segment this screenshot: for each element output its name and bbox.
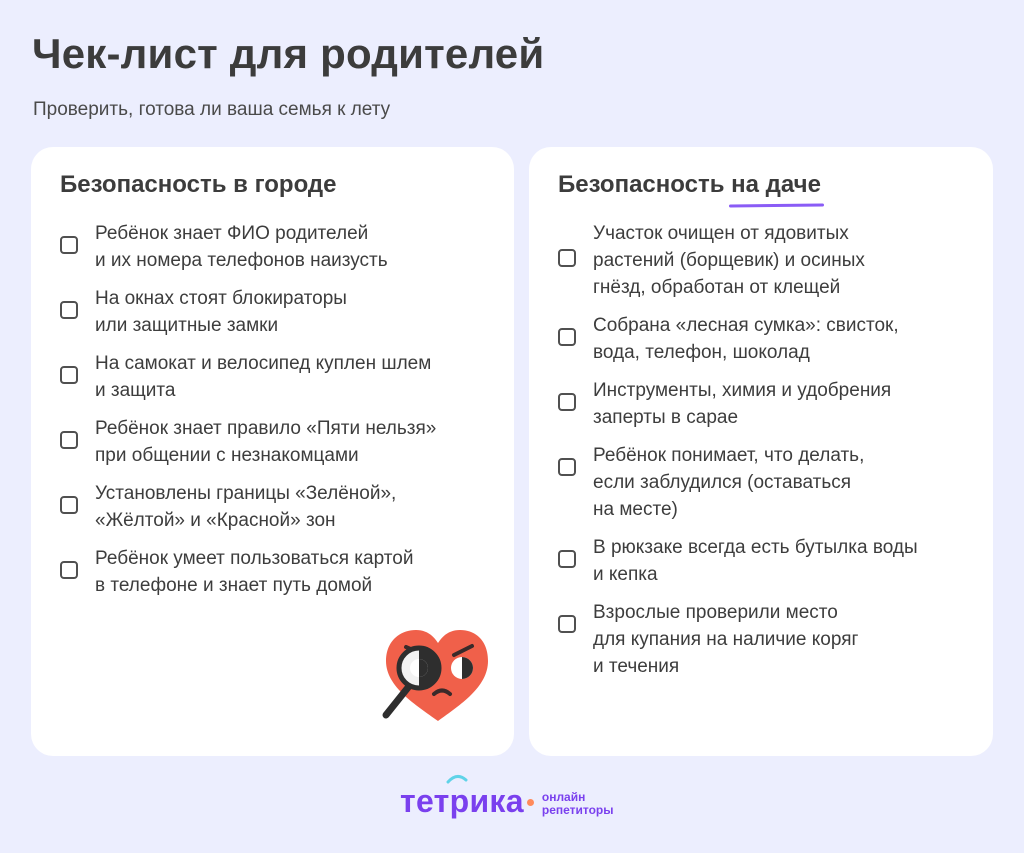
logo-dot-icon (527, 799, 534, 806)
logo-tagline-line2: репетиторы (541, 802, 614, 817)
dacha-safety-card (529, 147, 993, 756)
item-text: Инструменты, химия и удобрения заперты в сарае (593, 380, 892, 428)
list-item[interactable] (60, 350, 436, 404)
logo-tagline-line1: онлайн (541, 789, 586, 804)
checkbox-icon[interactable] (558, 328, 576, 346)
list-item[interactable] (558, 220, 918, 301)
checkbox-icon[interactable] (60, 431, 78, 449)
list-item[interactable] (60, 220, 436, 274)
city-card-title: Безопасность в городе (60, 171, 337, 198)
page-title: Чек-лист для родителей (32, 30, 545, 77)
checkbox-icon[interactable] (558, 615, 576, 633)
item-text: На окнах стоят блокираторы или защитные замки (95, 288, 347, 336)
dacha-title-highlight: на даче (731, 171, 821, 198)
checkbox-icon[interactable] (60, 236, 78, 254)
list-item[interactable] (558, 442, 918, 523)
city-safety-card (31, 147, 514, 756)
list-item[interactable] (60, 545, 436, 599)
page-subtitle: Проверить, готова ли ваша семья к лету (33, 99, 391, 120)
checkbox-icon[interactable] (60, 366, 78, 384)
item-text: Участок очищен от ядовитых растений (борщевик) и осиных гнёзд, обработан от клещей (593, 223, 865, 298)
item-text: В рюкзаке всегда есть бутылка воды и кепка (593, 537, 918, 585)
list-item[interactable] (558, 599, 918, 680)
logo-tagline (542, 791, 614, 817)
list-item[interactable] (558, 534, 918, 588)
checkbox-icon[interactable] (558, 393, 576, 411)
checkbox-icon[interactable] (60, 301, 78, 319)
list-item[interactable] (60, 480, 436, 534)
logo-wordmark (400, 783, 524, 820)
logo-accent-icon (446, 774, 468, 784)
checkbox-icon[interactable] (558, 249, 576, 267)
dacha-title-prefix: Безопасность (558, 171, 732, 198)
item-text: Ребёнок понимает, что делать, если заблудился (оставаться на месте) (593, 445, 865, 520)
checkbox-icon[interactable] (60, 496, 78, 514)
tetrika-logo[interactable] (400, 783, 614, 820)
checkbox-icon[interactable] (558, 458, 576, 476)
item-text: На самокат и велосипед куплен шлем и защита (95, 353, 432, 401)
checkbox-icon[interactable] (558, 550, 576, 568)
heart-magnifier-icon (376, 625, 492, 725)
item-text: Собрана «лесная сумка»: свисток, вода, телефон, шоколад (593, 315, 899, 363)
list-item[interactable] (60, 285, 436, 339)
checkbox-icon[interactable] (60, 561, 78, 579)
list-item[interactable] (60, 415, 436, 469)
city-checklist (60, 220, 436, 610)
item-text: Ребёнок знает правило «Пяти нельзя» при общении с незнакомцами (95, 418, 437, 466)
logo-word-text: тетрика (400, 783, 524, 819)
dacha-card-title (558, 171, 821, 199)
list-item[interactable] (558, 312, 918, 366)
item-text: Ребёнок знает ФИО родителей и их номера телефонов наизусть (95, 223, 388, 271)
list-item[interactable] (558, 377, 918, 431)
item-text: Ребёнок умеет пользоваться картой в телефоне и знает путь домой (95, 548, 414, 596)
dacha-checklist (558, 220, 918, 691)
item-text: Взрослые проверили место для купания на наличие коряг и течения (593, 602, 859, 677)
item-text: Установлены границы «Зелёной», «Жёлтой» и «Красной» зон (95, 483, 397, 531)
